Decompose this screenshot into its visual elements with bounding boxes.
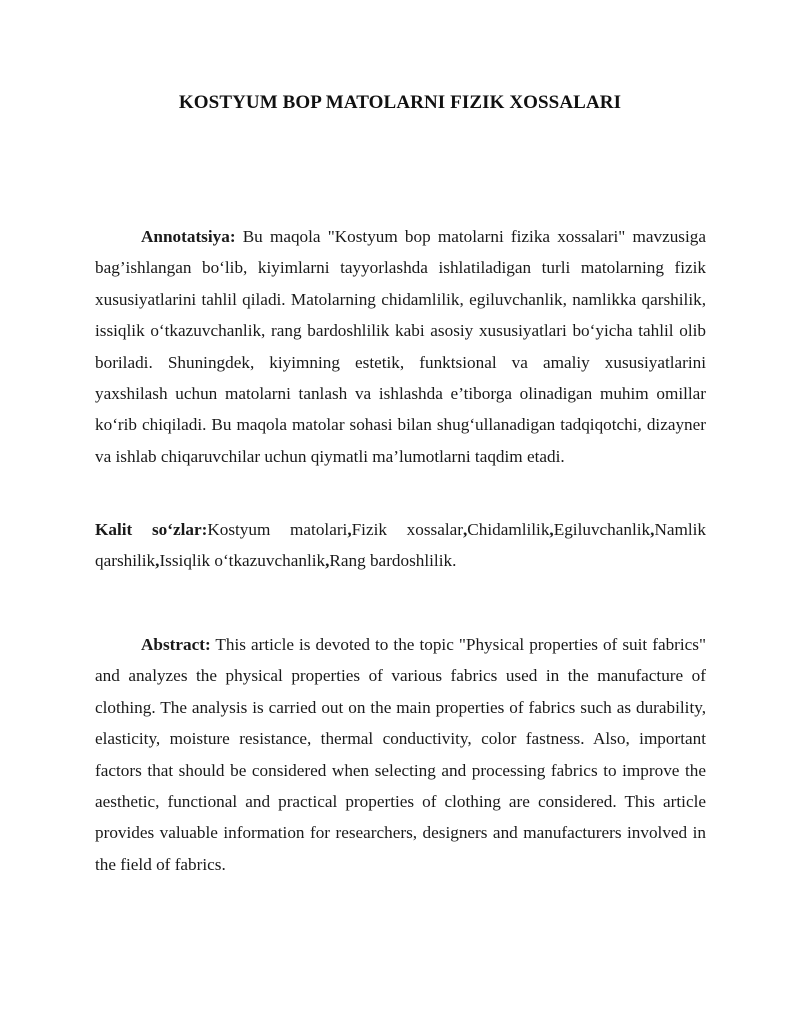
keywords-paragraph bbox=[95, 514, 706, 577]
keyword-item: Egiluvchanlik bbox=[553, 520, 651, 539]
keyword-item: Fizik xossalar bbox=[351, 520, 463, 539]
annotation-label: Annotatsiya: bbox=[141, 227, 236, 246]
keyword-separator: , bbox=[155, 551, 160, 571]
annotation-text: Bu maqola "Kostyum bop matolarni fizika xossalari" mavzusiga bag’ishlangan bo‘lib, kiyimlarni tayyorlashda ishlatiladigan turli matolarning fizik xususiyatlarini tahlil qiladi. Matolarning chidamlilik, egiluvchanlik, namlikka qarshilik, issiqlik o‘tkazuvchanlik, rang bardoshlilik kabi asosiy xususiyatlari bo‘yicha tahlil olib boriladi. Shuningdek, kiyimning estetik, funktsional va amaliy xususiyatlarini yaxshilash uchun matolarni tanlash va ishlashda e’tiborga olinadigan muhim omillar ko‘rib chiqiladi. Bu maqola matolar sohasi bilan shug‘ullanadigan tadqiqotchi, dizayner va ishlab chiqaruvchilar uchun qiymatli ma’lumotlarni taqdim etadi. bbox=[95, 227, 706, 466]
keyword-item: Issiqlik o‘tkazuvchanlik bbox=[159, 551, 326, 571]
keyword-item: Rang bardoshlilik. bbox=[329, 551, 457, 571]
paper-title: KOSTYUM BOP MATOLARNI FIZIK XOSSALARI bbox=[178, 92, 622, 113]
keyword-separator: , bbox=[650, 520, 655, 539]
annotation-paragraph bbox=[95, 221, 706, 472]
keyword-separator: , bbox=[325, 551, 330, 571]
abstract-text: This article is devoted to the topic "Physical properties of suit fabrics" and analyzes the physical properties of various fabrics used in the manufacture of clothing. The analysis is carried out on the main properties of fabrics such as durability, elasticity, moisture resistance, thermal conductivity, color fastness. Also, important factors that should be considered when selecting and processing fabrics to improve the aesthetic, functional and practical properties of clothing are considered. This article provides valuable information for researchers, designers and manufacturers involved in the field of fabrics. bbox=[95, 635, 706, 874]
keyword-item: Chidamlilik bbox=[467, 520, 550, 539]
keyword-item: Kostyum matolari bbox=[207, 520, 348, 539]
abstract-paragraph bbox=[95, 629, 706, 880]
abstract-label: Abstract: bbox=[141, 635, 211, 654]
keyword-separator: , bbox=[463, 520, 468, 539]
keywords-label: Kalit so‘zlar: bbox=[95, 520, 208, 539]
keyword-item: Namlik qarshilik bbox=[95, 520, 706, 571]
keyword-separator: , bbox=[549, 520, 554, 539]
keyword-separator: , bbox=[347, 520, 352, 539]
